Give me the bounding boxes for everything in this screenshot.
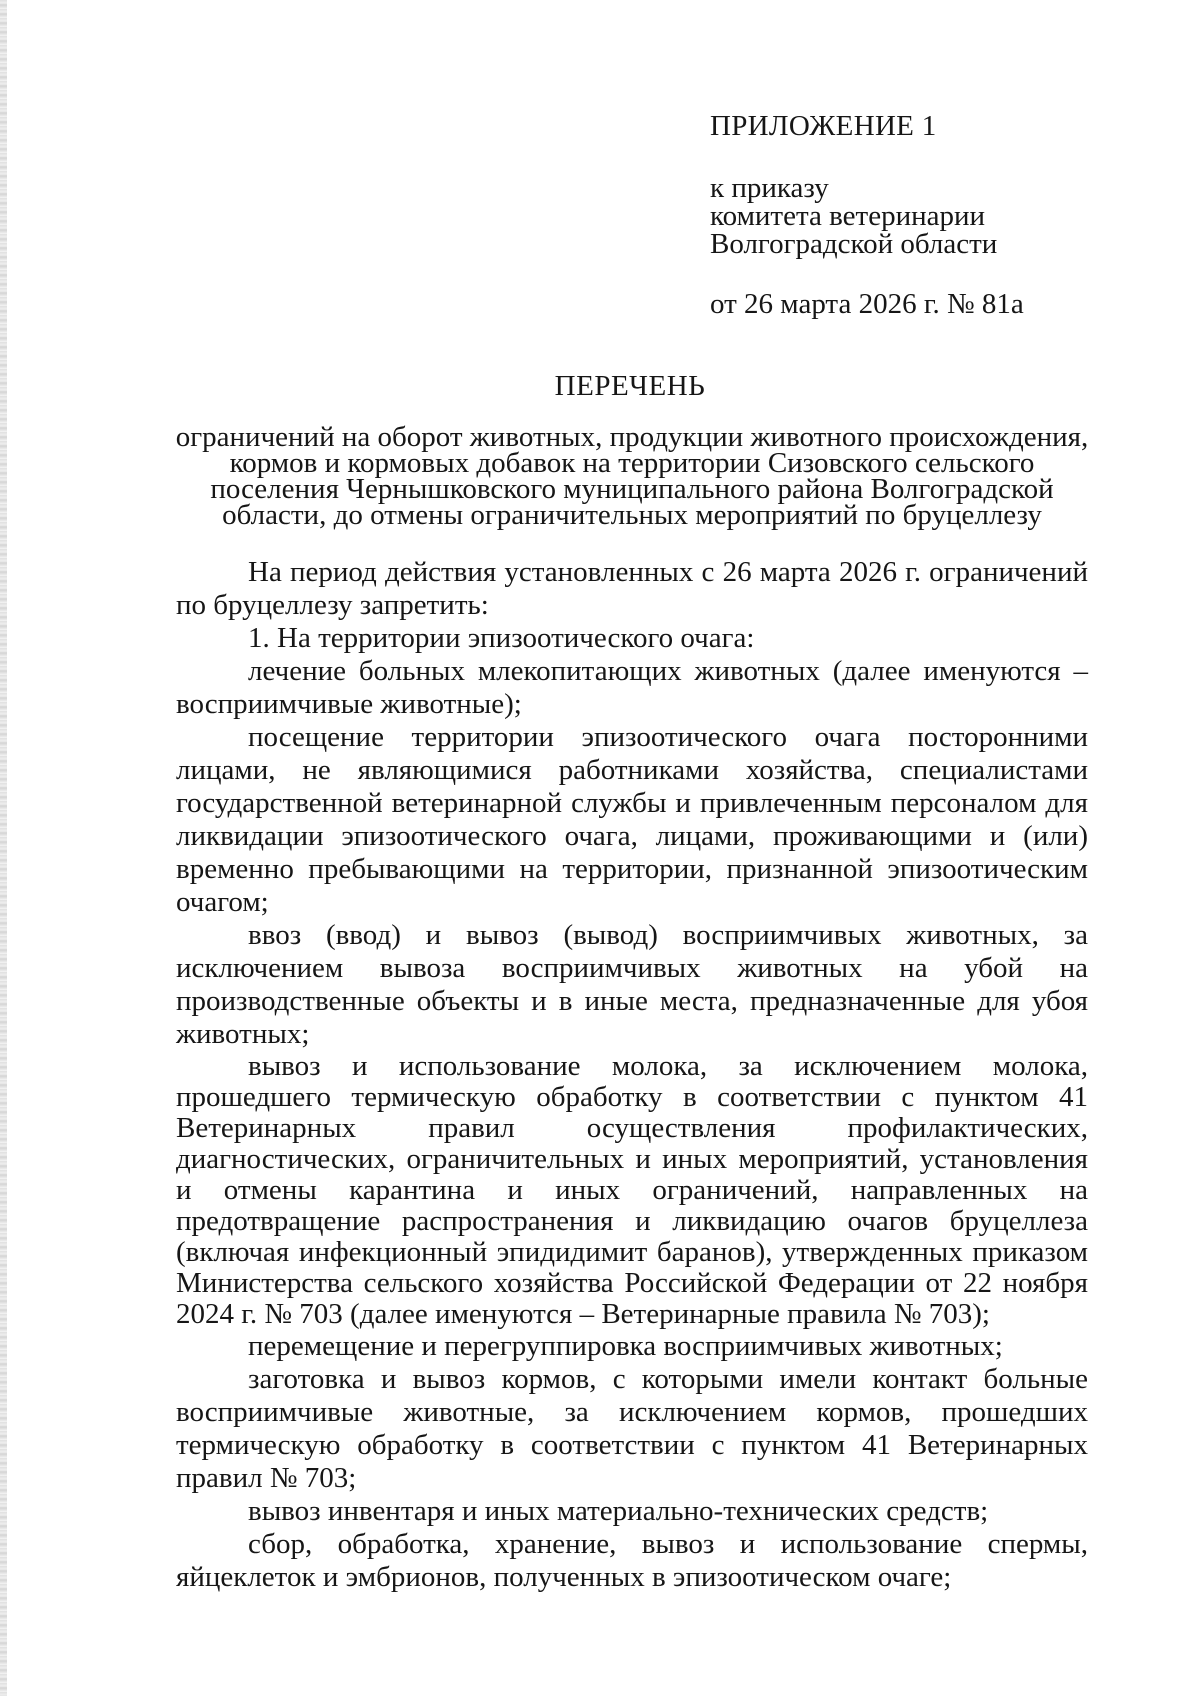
annex-order-line: к приказу — [710, 172, 829, 204]
annex-date-number: от 26 марта 2026 г. № 81а — [710, 288, 1024, 320]
document-body — [176, 556, 1088, 1594]
intro-paragraph: На период действия установленных с 26 марта 2026 г. ограничений по бруцеллезу запретить: — [176, 556, 1088, 621]
restriction-item: посещение территории эпизоотического очага посторонними лицами, не являющимися работниками хозяйства, специалистами государственной ветеринарной службы и привлеченным персоналом для ликвидации эпизоотического очага, лицами, проживающими и (или) временно пребывающими на территории, признанной эпизоотическим очагом; — [176, 721, 1088, 918]
restriction-item: сбор, обработка, хранение, вывоз и использование спермы, яйцеклеток и эмбрионов, полученных в эпизоотическом очаге; — [176, 1528, 1088, 1593]
subtitle-line: кормов и кормовых добавок на территории Сизовского сельского — [229, 447, 1035, 479]
scan-edge-artifact — [0, 0, 7, 1696]
document-subtitle — [150, 421, 1114, 531]
subtitle-line: ограничений на оборот животных, продукции животного происхождения, — [175, 421, 1089, 453]
annex-committee-line: комитета ветеринарии — [710, 200, 986, 232]
restriction-item: ввоз (ввод) и вывоз (вывод) восприимчивых животных, за исключением вывоза восприимчивых животных на убой на производственные объекты и в иные места, предназначенные для убоя животных; — [176, 919, 1088, 1050]
annex-title: ПРИЛОЖЕНИЕ 1 — [710, 110, 937, 142]
document-title: ПЕРЕЧЕНЬ — [554, 370, 706, 402]
subtitle-line: поселения Чернышковского муниципального района Волгоградской — [210, 473, 1054, 505]
subtitle-line: области, до отмены ограничительных мероприятий по бруцеллезу — [222, 499, 1042, 531]
restriction-item: перемещение и перегруппировка восприимчивых животных; — [248, 1330, 1003, 1362]
section-heading: 1. На территории эпизоотического очага: — [248, 622, 755, 654]
restriction-item: вывоз инвентаря и иных материально-технических средств; — [248, 1495, 989, 1527]
restriction-item: заготовка и вывоз кормов, с которыми имели контакт больные восприимчивые животные, за исключением кормов, прошедших термическую обработку в соответствии с пунктом 41 Ветеринарных правил № 703; — [176, 1363, 1088, 1494]
restriction-item: вывоз и использование молока, за исключением молока, прошедшего термическую обработку в соответствии с пунктом 41 Ветеринарных правил осуществления профилактических, диагностических, ограничительных и иных мероприятий, установления и отмены карантина и иных ограничений, направленных на предотвращение распространения и ликвидацию очагов бруцеллеза (включая инфекционный эпидидимит баранов), утвержденных приказом Министерства сельского хозяйства Российской Федерации от 22 ноября 2024 г. № 703 (далее именуются – Ветеринарные правила № 703); — [176, 1050, 1088, 1330]
restriction-item: лечение больных млекопитающих животных (далее именуются – восприимчивые животные); — [176, 655, 1088, 720]
annex-region-line: Волгоградской области — [710, 228, 998, 260]
annex-block — [710, 112, 1130, 318]
